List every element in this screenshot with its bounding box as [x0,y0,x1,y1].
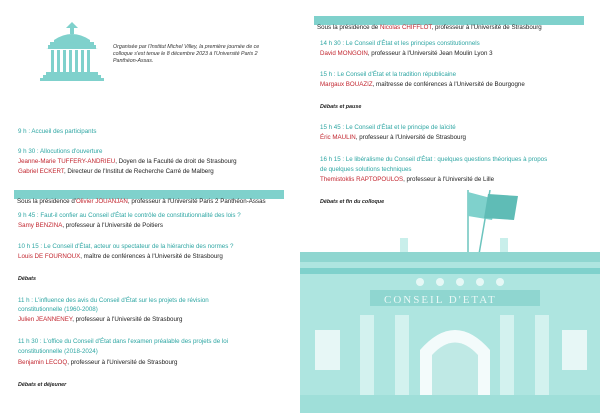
debats-fin-label: Débats et fin du colloque [320,199,385,205]
speaker-line [320,176,494,184]
presidence-name: Olivier JOUANJAN [75,198,128,205]
allocutions-item: 9 h 30 : Allocutions d'ouverture [18,148,103,155]
speaker-line [18,168,214,176]
speaker-role: , professeur à l'Université de Strasbourg [67,359,178,366]
speaker-line [320,50,493,58]
speaker-role: , Directeur de l'Institut de Recherche Carré de Malberg [63,168,214,175]
speaker-line [320,134,466,142]
speaker-role: , professeur à l'Université de Strasbourg [72,316,183,323]
speaker-role: , professeur à l'Université de Lille [403,176,495,183]
speaker-line [18,158,237,166]
speaker-line [18,316,182,324]
debats-dejeuner-label: Débats et déjeuner [18,382,67,388]
presidence-band [14,190,284,205]
building-inscription: CONSEIL D'ETAT [384,294,497,306]
welcome-item: 9 h : Accueil des participants [18,128,97,135]
presidence-name: Nicolas CHIFFLOT [379,24,432,31]
talk-title: 15 h 45 : Le Conseil d'État et le principe de laïcité [320,124,456,131]
speaker-name: Gabriel ECKERT [18,168,64,175]
speaker-name: Samy BENZINA [18,222,63,229]
speaker-role: , professeur à l'Université de Poitiers [62,222,163,229]
speaker-name: Louis DE FOURNOUX [18,253,81,260]
speaker-name: Julien JEANNENEY [18,316,73,323]
speaker-role: , maître de conférences à l'Université de Strasbourg [80,253,223,260]
speaker-role: , professeur à l'Université de Strasbourg [355,134,466,141]
debats-pause-label: Débats et pause [320,104,362,110]
presidence-prefix: Sous la présidence de [317,24,380,31]
presidence-prefix: Sous la présidence d' [17,198,76,205]
debats-label: Débats [18,276,36,282]
talk-title: 15 h : Le Conseil d'État et la tradition républicaine [320,71,457,78]
speaker-line [320,81,525,89]
speaker-line [18,253,223,261]
talk-title: 10 h 15 : Le Conseil d'État, acteur ou spectateur de la hiérarchie des normes ? [18,243,234,250]
talk-title: 11 h : L'influence des avis du Conseil d'État sur les projets de révision [18,297,209,304]
speaker-name: Éric MAULIN [320,134,356,141]
intro-text: Organisée par l'Institut Michel Villey, la première journée de ce colloque s'est tenue le 8 décembre 2023 à l'Université Paris 2 Panthéon-Assas. [113,44,260,64]
right-page [300,0,600,413]
speaker-role: , maîtresse de conférences à l'Université de Bourgogne [372,81,525,88]
speaker-name: David MONGOIN [320,50,368,57]
presidence-role: , professeur à l'Université de Strasbourg [431,24,542,31]
talk-title-cont: constitutionnelle (1960-2008) [18,306,98,313]
speaker-name: Benjamin LECOQ [18,359,68,366]
talk-title: 14 h 30 : Le Conseil d'État et les principes constitutionnels [320,40,480,47]
speaker-name: Jeanne-Marie TUFFERY-ANDRIEU [18,158,116,165]
presidence-band [314,16,584,31]
talk-title: 11 h 30 : L'office du Conseil d'État dans l'examen préalable des projets de loi [18,338,229,345]
talk-title-cont: de quelques solutions techniques [320,166,412,173]
speaker-role: , professeur à l'Université Jean Moulin Lyon 3 [367,50,493,57]
speaker-name: Margaux BOUAZIZ [320,81,373,88]
speaker-line [18,222,163,230]
talk-title-cont: constitutionnelle (2018-2024) [18,348,98,355]
speaker-line [18,359,177,367]
talk-title: 16 h 15 : Le libéralisme du Conseil d'État : quelques questions théoriques à propos [320,156,548,163]
speaker-role: , Doyen de la Faculté de droit de Strasbourg [115,158,237,165]
presidence-role: , professeur à l'Université Paris 2 Panthéon-Assas [127,198,266,205]
talk-title: 9 h 45 : Faut-il confier au Conseil d'État le contrôle de constitutionnalité des lois ? [18,212,241,219]
pantheon-logo [34,18,110,88]
speaker-name: Themistoklis RAPTOPOULOS [320,176,404,183]
